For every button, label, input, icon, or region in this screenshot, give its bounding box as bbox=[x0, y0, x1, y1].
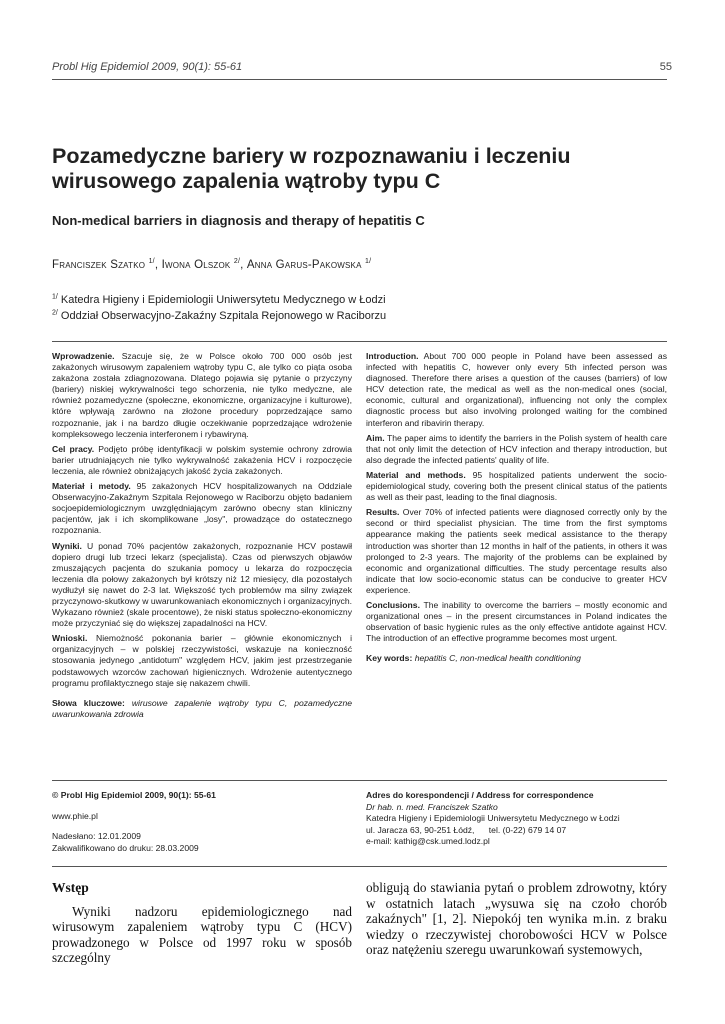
author-name: Franciszek Szatko bbox=[52, 259, 146, 271]
affiliation-text: Katedra Higieny i Epidemiologii Uniwersytetu Medycznego w Łodzi bbox=[60, 294, 386, 306]
metadata-top-rule bbox=[52, 780, 667, 781]
correspondence-heading: Adres do korespondencji / Address for correspondence bbox=[366, 790, 594, 800]
abstract-paragraph bbox=[52, 444, 352, 477]
abstract-english bbox=[366, 351, 667, 668]
abstract-label: Wyniki. bbox=[52, 540, 82, 551]
abstract-text: Podjęto próbę identyfikacji w polskim systemie ochrony zdrowia barier utrudniających nie tylko wykrywalność zakażenia HCV i rozpoczęcie leczenia, ale również obniżających jakość życia zakażonych. bbox=[52, 443, 352, 476]
article-title bbox=[52, 144, 672, 194]
abstract-paragraph bbox=[366, 600, 667, 644]
body-paragraph: Wyniki nadzoru epidemiologicznego nad wirusowym zapaleniem wątroby typu C (HCV) prowadzonego w Polsce od 1997 roku w sposób szczególny bbox=[52, 903, 352, 966]
abstract-label: Cel pracy. bbox=[52, 443, 95, 454]
abstract-text: Over 70% of infected patients were diagnosed correctly only by the second or third specialist physician. The time from the first symptoms appearance making the patients seek medical assistance to the therapy introduction was shorter than 12 months in half of the patients, in others it was prolonged to 2-3 years. The majority of the problems can be explained by economic and organizational difficulties. The study percentage results also indicate that low socio-economic status can be conducive to greater HCV experience. bbox=[366, 507, 667, 595]
publication-metadata bbox=[52, 790, 342, 854]
affiliation bbox=[52, 294, 386, 306]
author-affiliation-mark: 2/ bbox=[233, 258, 241, 266]
keywords bbox=[366, 653, 667, 664]
correspondence-address: ul. Jaracza 63, 90-251 Łódź, bbox=[366, 824, 475, 835]
abstract-paragraph bbox=[52, 351, 352, 440]
author-affiliation-mark: 1/ bbox=[148, 258, 155, 266]
title-line-1: Pozamedyczne bariery w rozpoznawaniu i leczeniu bbox=[52, 144, 571, 168]
copyright-line: © Probl Hig Epidemiol 2009, 90(1): 55-61 bbox=[52, 790, 216, 800]
body-column-right bbox=[366, 880, 667, 958]
page-number: 55 bbox=[659, 61, 672, 73]
abstract-text: 95 zakażonych HCV hospitalizowanych na Oddziale Obserwacyjno-Zakaźnym Szpitala Rejonowego w Raciborzu objęto badaniem socjoepidemiologicznym uwzględniającym zarówno obecny stan kliniczny pacjentów, jak i ich skomplikowane „losy", prowadzące do ostatecznego rozpoznania. bbox=[52, 481, 353, 536]
abstract-text: The inability to overcome the barriers – mostly economic and organizational ones – in the present circumstances in Poland indicates the observation of basic hygienic rules as the only effective antidote against HCV. The introduction of an effective programme becomes most urgent. bbox=[366, 599, 667, 644]
affiliation-text: Oddział Obserwacyjno-Zakaźny Szpitala Rejonowego w Raciborzu bbox=[60, 310, 387, 322]
body-paragraph: obligują do stawiania pytań o problem zdrowotny, który w ostatnich latach „wysuwa się na czoło chorób zakaźnych" [1, 2]. Niepokój ten wynika m.in. z braku wiedzy o rzeczywistej chorobowości HCV w Polsce oraz natężeniu szeregu uwarunkowań systemowych, bbox=[366, 880, 667, 958]
accepted-date: Zakwalifikowano do druku: 28.03.2009 bbox=[52, 842, 199, 853]
author-name: Anna Garus-Pakowska bbox=[246, 259, 362, 271]
journal-reference: Probl Hig Epidemiol 2009, 90(1): 55-61 bbox=[52, 61, 243, 73]
body-top-rule bbox=[52, 866, 667, 867]
affiliation-mark: 1/ bbox=[52, 293, 58, 301]
correspondence-email[interactable]: e-mail: kathig@csk.umed.lodz.pl bbox=[366, 836, 490, 846]
abstract-paragraph bbox=[52, 481, 352, 536]
abstract-text: Niemożność pokonania barier – głównie ekonomicznych i organizacyjnych – w polskiej rzeczywistości, wskazuje na konieczność stosowania jedynego „antidotum" względem HCV, jakim jest przestrzeganie podstawowych wzorców zachowań higienicznych. Wdrożenie autentycznego programu profilaktycznego staje się nakazem chwili. bbox=[52, 633, 352, 688]
submitted-date: Nadesłano: 12.01.2009 bbox=[52, 831, 141, 841]
abstract-paragraph bbox=[366, 470, 667, 503]
abstract-text: About 700 000 people in Poland have been assessed as infected with hepatitis C, however only every 5th infected person was diagnosed. Therefore there arises a question of the causes (barriers) of low HCV detection rate, the medical as well as the non-medical ones (social, economic, cultural and organizational), influencing not only the complex diagnostic process but also involving prolonged waiting for the combined interferon and ribavirin therapy. bbox=[366, 351, 667, 428]
keywords-text: hepatitis C, non-medical health conditioning bbox=[414, 653, 581, 664]
abstract-paragraph bbox=[52, 633, 352, 688]
correspondence-phone: tel. (0-22) 679 14 07 bbox=[488, 824, 567, 835]
author-affiliation-mark: 1/ bbox=[365, 258, 372, 266]
abstract-polish bbox=[52, 351, 352, 724]
author-name: Iwona Olszok bbox=[161, 259, 231, 271]
abstract-paragraph bbox=[366, 433, 667, 466]
abstract-label: Aim. bbox=[366, 432, 385, 443]
abstract-label: Introduction. bbox=[366, 351, 419, 361]
article-subtitle: Non-medical barriers in diagnosis and therapy of hepatitis C bbox=[52, 213, 425, 228]
abstract-paragraph bbox=[52, 541, 352, 630]
affiliation-mark: 2/ bbox=[52, 309, 58, 317]
keywords-text: wirusowe zapalenie wątroby typu C, pozamedyczne uwarunkowania zdrowia bbox=[52, 697, 353, 719]
keywords bbox=[52, 698, 352, 720]
abstract-label: Conclusions. bbox=[366, 599, 420, 610]
correspondence-institution: Katedra Higieny i Epidemiologii Uniwersytetu Medycznego w Łodzi bbox=[366, 813, 620, 823]
abstract-text: 95 hospitalized patients underwent the socio-epidemiological study, covering both the present clinical status of the patients as well as their past, leading to the final diagnosis. bbox=[366, 469, 667, 503]
website-link[interactable]: www.phie.pl bbox=[52, 810, 98, 821]
body-column-left bbox=[52, 880, 352, 966]
abstract-label: Material and methods. bbox=[366, 469, 466, 480]
title-line-2: wirusowego zapalenia wątroby typu C bbox=[52, 169, 441, 193]
abstract-text: U ponad 70% pacjentów zakażonych, rozpoznanie HCV postawił dopiero drugi lub trzeci lekarz (specjalista). Czas od pierwszych objawów zmuszających pacjenta do szukania pomocy u lekarza do rozpoczęcia leczenia dla połowy zakażonych był krótszy niż 12 miesięcy, dla pozostałych wydłużył się nawet do 2-3 lat. Większość tych problemów ma silny związek przyczynowo-skutkowy w uwarunkowaniach ekonomicznych i organizacyjnych. Wykazano również (skale procentowe), że niski status społeczno-ekonomiczny może przyczyniać się do większej zapadalności na HCV. bbox=[52, 540, 353, 629]
correspondence-name: Dr hab. n. med. Franciszek Szatko bbox=[366, 801, 498, 812]
abstract-top-rule bbox=[52, 341, 667, 342]
abstract-text: The paper aims to identify the barriers in the Polish system of health care that not only limit the detection of HCV infection and therapy introduction, but also degrade the infected patients' quality of life. bbox=[366, 432, 667, 465]
abstract-label: Wprowadzenie. bbox=[52, 351, 115, 361]
abstract-label: Wnioski. bbox=[52, 633, 88, 644]
section-heading: Wstęp bbox=[52, 880, 89, 895]
abstract-label: Materiał i metody. bbox=[52, 481, 131, 492]
affiliation bbox=[52, 310, 386, 322]
abstract-label: Results. bbox=[366, 507, 400, 518]
correspondence-address-line bbox=[366, 825, 666, 837]
keywords-label: Key words: bbox=[366, 653, 413, 664]
abstract-paragraph bbox=[366, 351, 667, 429]
author-list: Franciszek Szatko $^{1/}$, Iwona Olszok $^{2/}$, Anna Garus-Pakowska $^{1/}$ bbox=[52, 258, 372, 271]
keywords-label: Słowa kluczowe: bbox=[52, 697, 125, 708]
abstract-paragraph bbox=[366, 507, 667, 596]
correspondence-block bbox=[366, 790, 666, 848]
abstract-text: Szacuje się, że w Polsce około 700 000 osób jest zakażonych wirusowym zapaleniem wątroby typu C, ale tylko co piąta osoba zakażona została zdiagnozowana. Dlatego pojawia się pytanie o przyczyny (bariery) niskiej wykrywalności tego schorzenia, nie tylko medyczne, ale również pozamedyczne (społeczne, ekonomiczne, organizacyjne i kulturowe), które wpływają zarówno na złożone procedury poprzedzające samo rozpoznanie, jak i na bardzo długie oczekiwanie poprzedzające wdrożenie kompleksowego leczenia interferonem i rybawiryną. bbox=[52, 351, 352, 439]
header-rule bbox=[52, 79, 667, 80]
